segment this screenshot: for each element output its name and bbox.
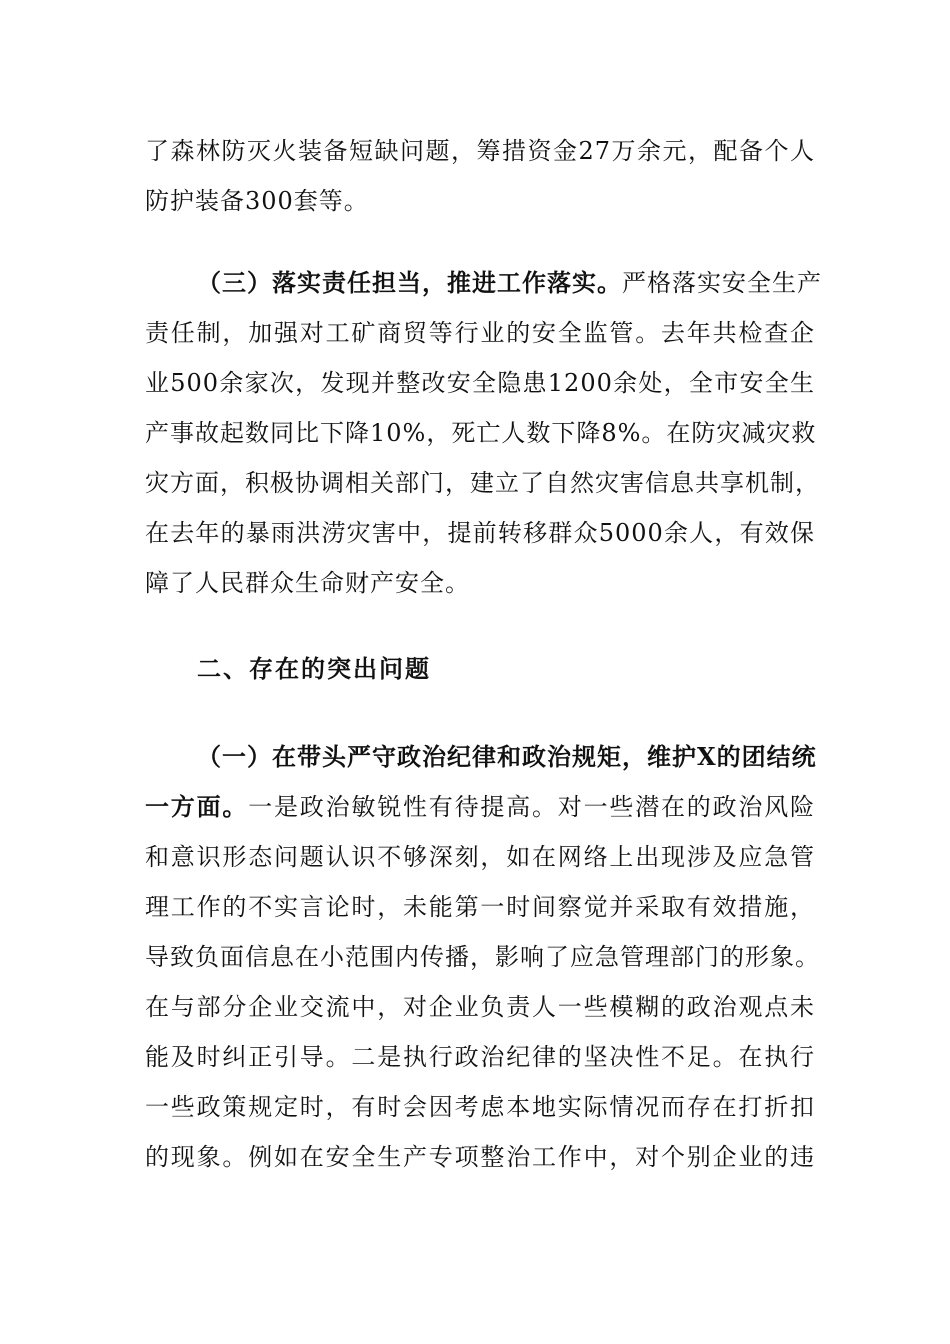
paragraph-line: 理工作的不实言论时，未能第一时间察觉并采取有效措施，: [145, 893, 815, 921]
paragraph-line: 业500余家次，发现并整改安全隐患1200余处，全市安全生: [145, 369, 815, 397]
paragraph-line: 防护装备300套等。: [145, 187, 369, 215]
paragraph-bold-line: （一）在带头严守政治纪律和政治规矩，维护X的团结统: [197, 742, 817, 771]
paragraph-line: 导致负面信息在小范围内传播，影响了应急管理部门的形象。: [145, 943, 820, 971]
paragraph-line: 在与部分企业交流中，对企业负责人一些模糊的政治观点未: [145, 993, 815, 1021]
paragraph-line: 一些政策规定时，有时会因考虑本地实际情况而存在打折扣: [145, 1093, 815, 1121]
paragraph-bold-lead: （三）落实责任担当，推进工作落实。: [197, 268, 622, 297]
paragraph-text: 严格落实安全生产: [622, 269, 822, 297]
paragraph-text: 一是政治敏锐性有待提高。对一些潜在的政治风险: [248, 793, 816, 821]
paragraph-bold-lead: 一方面。: [145, 792, 249, 821]
paragraph-line: 了森林防灭火装备短缺问题，筹措资金27万余元，配备个人: [145, 137, 815, 165]
paragraph-line: 产事故起数同比下降10%，死亡人数下降8%。在防灾减灾救: [145, 419, 817, 447]
paragraph-line: [145, 787, 815, 827]
paragraph-line: 责任制，加强对工矿商贸等行业的安全监管。去年共检查企: [145, 319, 815, 347]
paragraph-line: 障了人民群众生命财产安全。: [145, 569, 470, 597]
paragraph-line: 的现象。例如在安全生产专项整治工作中，对个别企业的违: [145, 1143, 815, 1171]
paragraph-line: 能及时纠正引导。二是执行政治纪律的坚决性不足。在执行: [145, 1043, 815, 1071]
paragraph-line: 灾方面，积极协调相关部门，建立了自然灾害信息共享机制，: [145, 469, 820, 497]
paragraph-line: 在去年的暴雨洪涝灾害中，提前转移群众5000余人，有效保: [145, 519, 815, 547]
section-heading: 二、存在的突出问题: [197, 655, 431, 683]
paragraph-line: 和意识形态问题认识不够深刻，如在网络上出现涉及应急管: [145, 843, 815, 871]
paragraph-first-line: [197, 263, 822, 303]
